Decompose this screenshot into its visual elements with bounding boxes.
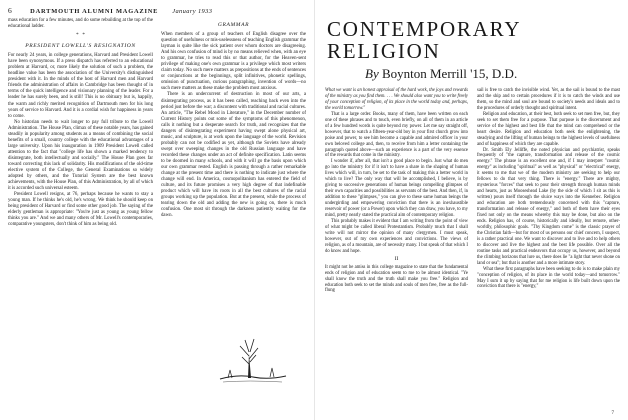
paragraph: President Lowell resigns, at 76, perhaps because he wants to stay a young man. If he thinks he's old, he's wrong. We think he should keep on being president of Harvard or find some other good job. The saying of the elderly gentleman is appropriate: "You're just as young as young fellow thinks you are." And we and many others of Mr. Lowell's contemporaries, comparative youngsters, don't think of him as being old.: [8, 192, 153, 228]
paragraph: Religion and education, at their best, both seek to set men free, but, they seek to set them free for a purpose. That purpose is the discernment and service of the highest and best life that the mind can comprehend or the heart desire. Religion and education both seek the enlightening, the steadying and the lifting of human beings to the highest levels of usefulness and of happiness of which they are capable.: [477, 111, 620, 147]
byline: [365, 66, 620, 82]
issue-date: January 1933: [172, 8, 213, 15]
paragraph: No historian needs to wait longer to pay full tribute to the Lowell Administration. The House Plan, climax of these notable years, has gained steadily in popularity among students as a means of combining the social benefits of a small, country college with the educational advantages of a large university. Upon his inauguration in 1909 President Lowell called attention to the fact that "college life has shown a marked tendency to disintegrate, both intellectually and socially." The House Plan goes far toward correcting this lack of solidarity. His modifications of the old-time elective system of the College, the General Examinations so widely adopted by others, and the Tutorial System are the best known achievements, with the House Plan, of this Administration, by all of which it is accorded such universal esteem.: [8, 119, 153, 192]
column-1: [8, 18, 153, 229]
running-head-right: [325, 6, 620, 16]
right-columns: [325, 88, 620, 294]
running-head: [8, 6, 306, 16]
paragraph: When members of a group of teachers of English disagree over the question of usefulness or mis-uselessness of teaching English grammar the layman is quite like the sick patient over whom doctors are disagreeing. And his own confusion of mind is by no means relieved when, with an eye to grammar, he tries to read this or that author, for the Heaven-sent privilege of making one's own grammar is a privilege which most writers claim today. No such mere matters as prepositions at the ends of sentences or conjunctions at the beginnings, split infinitives, phonetic spellings, omission of punctuation, curious paragraphing, invention of words—no such mere matters as these make the problem most anxious.: [161, 32, 306, 92]
winter-tree-illustration: [218, 324, 288, 386]
left-columns: [8, 18, 306, 229]
section-heading-lowell: PRESIDENT LOWELL'S RESIGNATION: [25, 43, 136, 50]
article-title: CONTEMPORARY RELIGION: [327, 17, 521, 63]
paragraph: What these first paragraphs have been seeking to do is to make plain my "conception of religion, of its place in the world today—and tomorrow." May I sum it up by saying that for me religion is life built down upon the conviction that there is "energy,": [477, 266, 620, 290]
column-2: [161, 18, 306, 229]
paragraph: It might not be amiss in this college magazine to state that the fundamental ends of religion and of education seem to me to be almost identical. "Ye shall know the truth and the truth shall make you free." Religion and education both seek to set the minds and souls of men free, free as the full-flung: [325, 264, 468, 294]
paragraph: I wonder if, after all, that isn't a good place to begin. Just what do men go into the ministry for if it isn't to have a share in the shaping of human lives which will, in turn, be set to the task of making this a better world in which to live? The only way that will be accomplished, I believe, is by giving to successive generations of human beings compelling glimpses of their own capacities and possibilities as servants of the best. And then, if, in addition to these "glimpses," you can give to these same human beings the undergirding and empowering conviction that there is an inexhaustible reservoir of power (or a Power) upon which they can draw, you have, to my mind, pretty nearly stated the practical aim of contemporary religion.: [325, 159, 468, 219]
section-numeral: II: [394, 255, 399, 262]
paragraph: sail is free to catch the invisible wind. Yet, as the sail is bound to the mast and the ship and to certain procedures if it is to catch the winds and use them, so the mind and soul are bound to society's needs and ideals and to the procedures of orderly thought and spiritual intent.: [477, 88, 620, 111]
page-number-right: 7: [611, 411, 614, 416]
paragraph: That is a large order. Books, many of them, have been written on each one of these phrases and to touch, even briefly, on all of them in an article of a few hundred words is quite beyond my power. Let me say straight off, however, that to watch a fifteen-year-old boy in your first church grow into poise and power, to see him become a capable and admired officer in your own beloved college and, then, to receive from him a letter containing the paragraph quoted above—such an experience is a part of the very essence of the rewards that come in the ministry.: [325, 111, 468, 159]
opening-paragraph: mass education for a few minutes, and do some rebuilding at the top of the educational ladder.: [8, 18, 153, 30]
star-ornament: * *: [76, 33, 85, 39]
byline-prefix: By: [365, 66, 379, 81]
magazine-title: DARTMOUTH ALUMNI MAGAZINE: [30, 8, 159, 15]
paragraph: For nearly 24 years, in college generations, Harvard and President Lowell have been synonymous. If a press dispatch has referred to an educational problem at Harvard, or, more likely the solution of such a problem, the headline value has been the association of the University's distinguished president with it. In the minds of the host of Harvard men and Harvard friends the administration of affairs in Cambridge has been thought of in terms of the quick intelligence and visionary planning of the leader. For a leader he has surely been, and is still! This is no obituary but is, happily, the warm and richly merited recognition of Dartmouth men for his long years of service to Harvard. And it is a cordial wish for happiness in years to come.: [8, 53, 153, 119]
paragraph: Dr. Smith Ely Jelliffe, the noted physician and psychiatrist, speaks frequently of "the capture, transformation and release of the cosmic energy." The phrase is an excellent one and, if I may interpret "cosmic energy" as including "spiritual" as well as "physical" or "electrical" energy, it seems to me that we of the modern ministry are seeking to help our fellows to do that very thing. There is "energy." There are mighty, mysterious "forces" that seek to pour their strength through human minds and hearts, just as Mooseshead Lake (by the side of which I sit as this is written) pours itself through the sluice ways into the Kennebec. Religion and education are both tremendously concerned with this "capture, transformation and release of energy," and both of them have their eyes fixed not only on the means whereby this may be done, but also on the ends. Religion has, of course, historically and ideally, but remote, other-worldly, philosophic goals. "Thy Kingdom come" is the classic prayer of the Christian faith—but for most of us persons our chief concern, I suspect, is a rather practical one. We want to discover and to live and to help others to discover and live the highest and the best life possible. Over all the routine tasks and practical endeavors that occupy us, however, and beyond the climbing horizons that lure us, there does lie "a light that never shone on land or sea"; but that is another and a more intimate story.: [477, 147, 620, 266]
author-name: Boynton Merrill '15, D.D.: [381, 66, 518, 81]
page-number-left: 6: [8, 6, 13, 15]
right-column-1: [325, 88, 468, 294]
lead-quote: What we want is an honest appraisal of the hard work, the joys and rewards of the ministry as you find them. . . . We should also want you to write freely of your conception of religion, of its place in the world today and, perhaps, the world tomorrow.": [325, 88, 468, 111]
right-column-2: [477, 88, 620, 294]
paragraph: This probably makes it evident that I am writing from the point of view of what might be called liberal Protestantism. Probably much that I shall write will not mirror the opinion of many clergymen. I must speak, however, out of my own experiences and convictions. The views of religion, as of a mountain, are of necessity many. I but speak of that which I do know and hope.: [325, 218, 468, 254]
section-heading-grammar: GRAMMAR: [217, 22, 250, 28]
paragraph: There is an undercurrent of destruction in most of our arts, a disintegrating process, as it has been called, reaching back even into the period just before the war; a discontent with traditional and racial cultures. An article, "The Rebel Mood in Literature," in the December number of Current History points out some of the symptoms of this phenomenon, calls it nothing but a desperate search for truth, and recognizes that the dangers of disintegrating experiment having swept alone physical art, music, and sculpture, is at work upon the language of the world. Revision probably can not be codified as yet, although the Soviets have already swept over sweeping changes in the old Russian language and have recorded these changes under an act of definite specification. Latin seems to be doomed in many schools, and with it will go the basis upon which our own grammar rested. English is passing through a rather remarkable change at the present time and there is nothing to indicate just where the change will end. In America, cosmopolitanism has entered the field of culture, and its future promises a very high degree of that indefinable product which will have its roots in all the best cultures of the racial groups working up the population. But at the present, while the process of tearing down the old and adding the new is going on, there is much confusion. One most sit through the darkness patiently waiting for the dawn.: [161, 92, 306, 219]
right-page: [314, 0, 628, 420]
